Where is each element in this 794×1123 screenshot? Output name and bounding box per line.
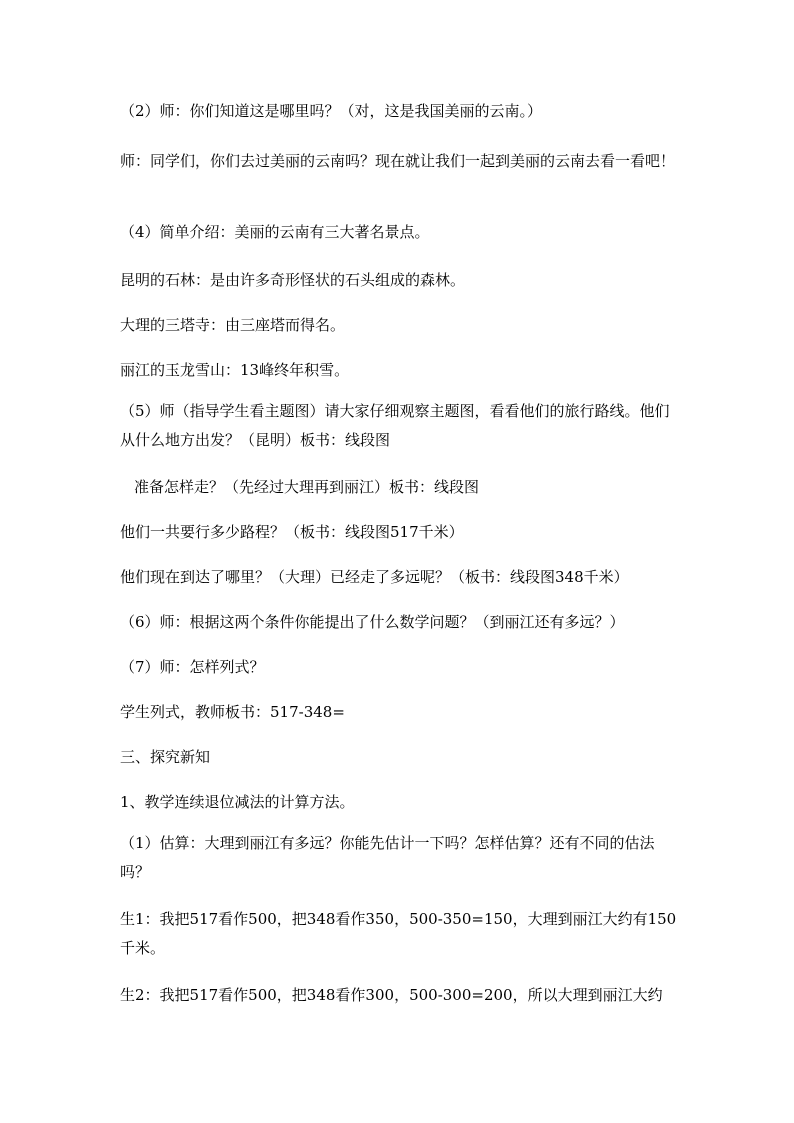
paragraph-11: （6）师：根据这两个条件你能提出了什么数学问题？（到丽江还有多远？） (120, 613, 625, 631)
paragraph-12: （7）师：怎样列式？ (120, 658, 265, 676)
paragraph-13: 学生列式，教师板书：517-348= (120, 703, 345, 721)
paragraph-9: 他们一共要行多少路程？（板书：线段图517千米） (120, 523, 464, 541)
paragraph-10: 他们现在到达了哪里？（大理）已经走了多远呢？（板书：线段图348千米） (120, 568, 629, 586)
section-heading: 三、探究新知 (120, 748, 211, 766)
paragraph-5: 大理的三塔寺：由三座塔而得名。 (120, 316, 346, 334)
paragraph-1: （2）师：你们知道这是哪里吗？（对，这是我国美丽的云南。） (120, 102, 543, 120)
paragraph-8: 准备怎样走？（先经过大理再到丽江）板书：线段图 (134, 478, 480, 496)
paragraph-6: 丽江的玉龙雪山：13峰终年积雪。 (120, 361, 350, 379)
paragraph-16: （1）估算：大理到丽江有多远？你能先估计一下吗？怎样估算？还有不同的估法吗？ (120, 834, 655, 881)
paragraph-18: 生2：我把517看作500，把348看作300，500-300=200，所以大理到丽江大约 (120, 986, 663, 1004)
paragraph-2: 师：同学们，你们去过美丽的云南吗？现在就让我们一起到美丽的云南去看一看吧！ (120, 152, 676, 170)
paragraph-4: 昆明的石林：是由许多奇形怪状的石头组成的森林。 (120, 271, 466, 289)
paragraph-7: （5）师（指导学生看主题图）请大家仔细观察主题图，看看他们的旅行路线。他们从什么地方出发？（昆明）板书：线段图 (120, 402, 670, 449)
paragraph-3: （4）简单介绍：美丽的云南有三大著名景点。 (120, 223, 430, 241)
paragraph-17: 生1：我把517看作500，把348看作350，500-350=150，大理到丽江大约有150千米。 (120, 910, 677, 957)
paragraph-15: 1、教学连续退位减法的计算方法。 (120, 793, 355, 811)
